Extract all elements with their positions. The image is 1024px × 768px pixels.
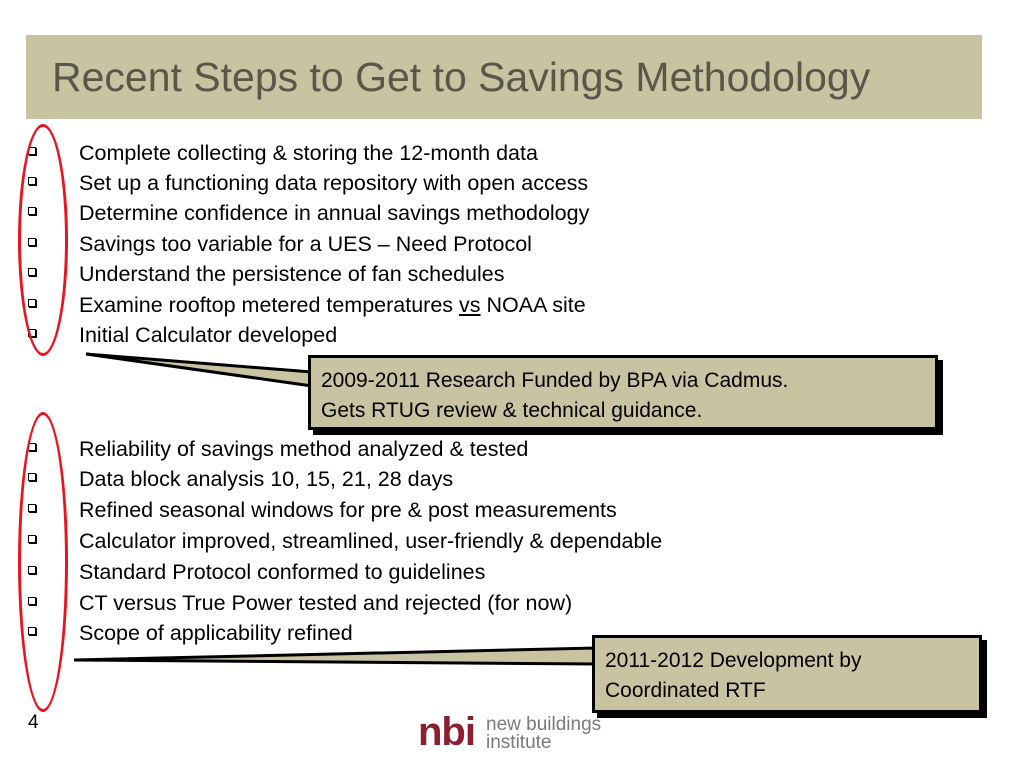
- callout-pointer-2: [74, 648, 596, 664]
- list-item: Determine confidence in annual savings methodology: [0, 198, 800, 228]
- slide-title: Recent Steps to Get to Savings Methodology: [52, 54, 871, 100]
- list-item: Standard Protocol conformed to guidelines: [0, 557, 800, 587]
- red-oval-highlight-2: [18, 412, 68, 712]
- logo-wordmark: new buildings institute: [486, 714, 602, 753]
- list-item: Data block analysis 10, 15, 21, 28 days: [0, 464, 800, 494]
- list-item: CT versus True Power tested and rejected (for now): [0, 588, 800, 618]
- red-oval-highlight-1: [18, 124, 68, 356]
- callout-box-1: 2009-2011 Research Funded by BPA via Cadmus. Gets RTUG review & technical guidance.: [308, 355, 938, 430]
- list-item: Refined seasonal windows for pre & post measurements: [0, 495, 800, 525]
- list-item: Complete collecting & storing the 12-month data: [0, 138, 800, 168]
- underlined-vs: vs: [459, 293, 481, 317]
- list-item: Scope of applicability refined: [0, 618, 800, 648]
- callout-box-2: 2011-2012 Development by Coordinated RTF: [592, 635, 982, 713]
- logo-mark: nbi: [418, 710, 475, 754]
- list-item: Savings too variable for a UES – Need Protocol: [0, 229, 800, 259]
- list-item: Calculator improved, streamlined, user-friendly & dependable: [0, 526, 800, 556]
- list-item: Set up a functioning data repository with open access: [0, 168, 800, 198]
- list-item: Reliability of savings method analyzed & tested: [0, 434, 800, 464]
- list-item: Initial Calculator developed: [0, 320, 800, 350]
- callout-pointer-1: [86, 354, 312, 386]
- bullet-text-composite: Examine rooftop metered temperatures vs NOAA site: [79, 293, 586, 317]
- list-item: [0, 290, 800, 320]
- list-item: Understand the persistence of fan schedules: [0, 259, 800, 289]
- page-number: 4: [28, 712, 39, 733]
